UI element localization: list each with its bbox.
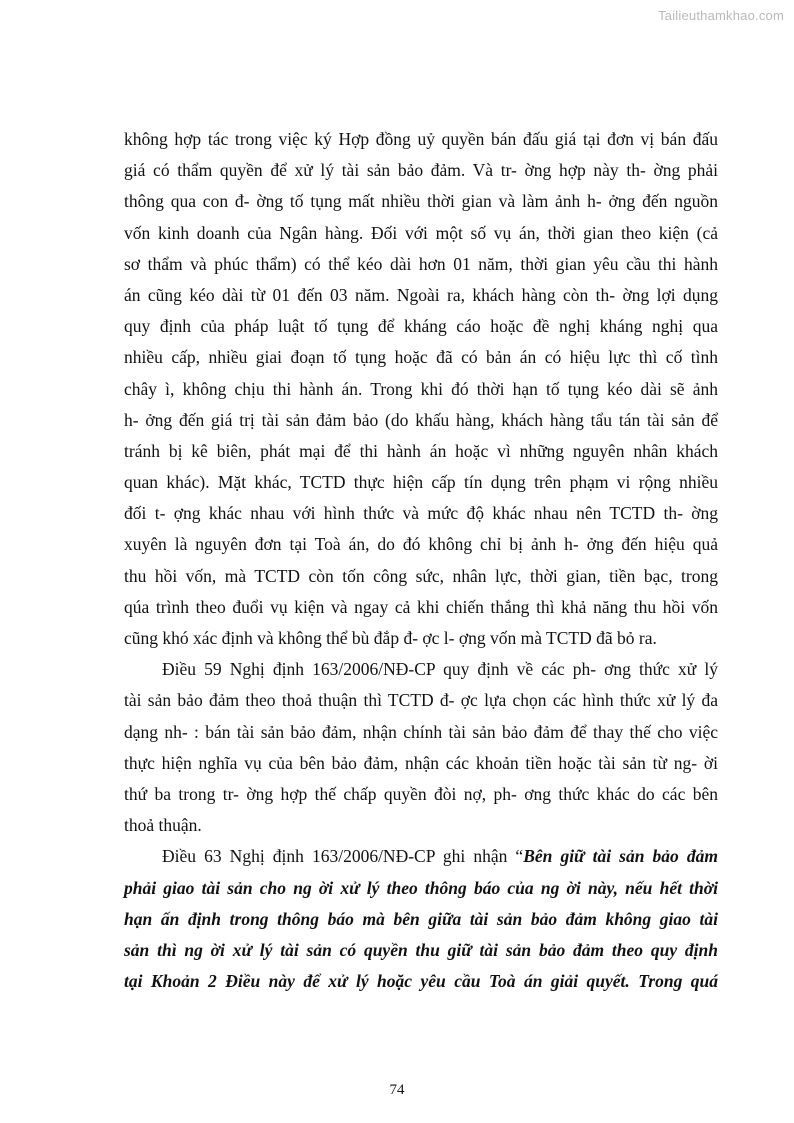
quoted-text-line: tại Khoản 2 Điều này để xử lý hoặc yêu cầu Toà án giải quyết. Trong quá (124, 971, 718, 992)
paragraph-2 (124, 654, 718, 841)
text-line: sơ thẩm và phúc thẩm) có thể kéo dài hơn 01 năm, thời gian yêu cầu thi hành (124, 253, 718, 274)
watermark: Tailieuthamkhao.com (658, 8, 784, 23)
text-line: xuyên là nguyên đơn tại Toà án, do đó không chỉ bị ảnh h- ởng đến hiệu quả (124, 534, 718, 555)
text-line: quy định của pháp luật tố tụng để kháng cáo hoặc đề nghị kháng nghị qua (124, 316, 718, 337)
quoted-text-line: hạn ấn định trong thông báo mà bên giữa tài sản bảo đảm không giao tài (124, 908, 718, 929)
text-line: giá có thẩm quyền để xử lý tài sản bảo đảm. Và tr- ờng hợp này th- ờng phải (124, 160, 718, 181)
page-number: 74 (389, 1082, 405, 1098)
text-line: thông qua con đ- ờng tố tụng mất nhiều thời gian và làm ảnh h- ởng đến nguồn (124, 191, 718, 212)
page-body (124, 124, 718, 997)
text-line: án cũng kéo dài từ 01 đến 03 năm. Ngoài ra, khách hàng còn th- ờng lợi dụng (124, 284, 718, 305)
text-line: vốn kinh doanh của Ngân hàng. Đối với một số vụ án, thời gian theo kiện (cả (124, 222, 718, 243)
text-plain: Điều 63 Nghị định 163/2006/NĐ-CP ghi nhận “ (162, 846, 524, 867)
text-line: tránh bị kê biên, phát mại để thi hành án hoặc vì những nguyên nhân khách (124, 440, 718, 461)
text-line: h- ởng đến giá trị tài sản đảm bảo (do khấu hàng, khách hàng tẩu tán tài sản để (124, 409, 718, 430)
text-line: thoả thuận. (124, 815, 202, 836)
text-line: Điều 59 Nghị định 163/2006/NĐ-CP quy định về các ph- ơng thức xử lý (162, 659, 718, 680)
text-line: thực hiện nghĩa vụ của bên bảo đảm, nhận các khoản tiền hoặc tài sản từ ng- ời (124, 752, 718, 773)
quoted-text-line: phải giao tài sản cho ng ời xử lý theo thông báo của ng ời này, nếu hết thời (124, 877, 718, 898)
text-line: đối t- ợng khác nhau với hình thức và mức độ khác nhau nên TCTD th- ờng (124, 503, 718, 524)
text-line: nhiều cấp, nhiều giai đoạn tố tụng hoặc đã có bản án có hiệu lực thì cố tình (124, 347, 718, 368)
text-line: dạng nh- : bán tài sản bảo đảm, nhận chính tài sản bảo đảm để thay thế cho việc (124, 721, 718, 742)
text-line (124, 841, 718, 872)
text-line: thu hồi vốn, mà TCTD còn tốn công sức, nhân lực, thời gian, tiền bạc, trong (124, 565, 718, 586)
text-line: tài sản bảo đảm theo thoả thuận thì TCTD đ- ợc lựa chọn các hình thức xử lý đa (124, 690, 718, 711)
text-line: quan khác). Mặt khác, TCTD thực hiện cấp tín dụng trên phạm vi rộng nhiều (124, 472, 718, 493)
text-line: không hợp tác trong việc ký Hợp đồng uỷ quyền bán đấu giá tại đơn vị bán đấu (124, 129, 718, 149)
text-line: qúa trình theo đuổi vụ kiện và ngay cả khi chiến thắng thì khả năng thu hồi vốn (124, 596, 718, 617)
text-line: cũng khó xác định và không thể bù đắp đ- ợc l- ợng vốn mà TCTD đã bỏ ra. (124, 628, 657, 648)
text-line: chây ì, không chịu thi hành án. Trong khi đó thời hạn tố tụng kéo dài sẽ ảnh (124, 378, 718, 399)
paragraph-3 (124, 841, 718, 997)
quoted-text: Bên giữ tài sản bảo đảm (523, 846, 718, 867)
paragraph-1 (124, 124, 718, 654)
quoted-text-line: sản thì ng ời xử lý tài sản có quyền thu giữ tài sản bảo đảm theo quy định (124, 939, 718, 960)
text-line: thứ ba trong tr- ờng hợp thế chấp quyền đòi nợ, ph- ơng thức khác do các bên (124, 783, 718, 804)
